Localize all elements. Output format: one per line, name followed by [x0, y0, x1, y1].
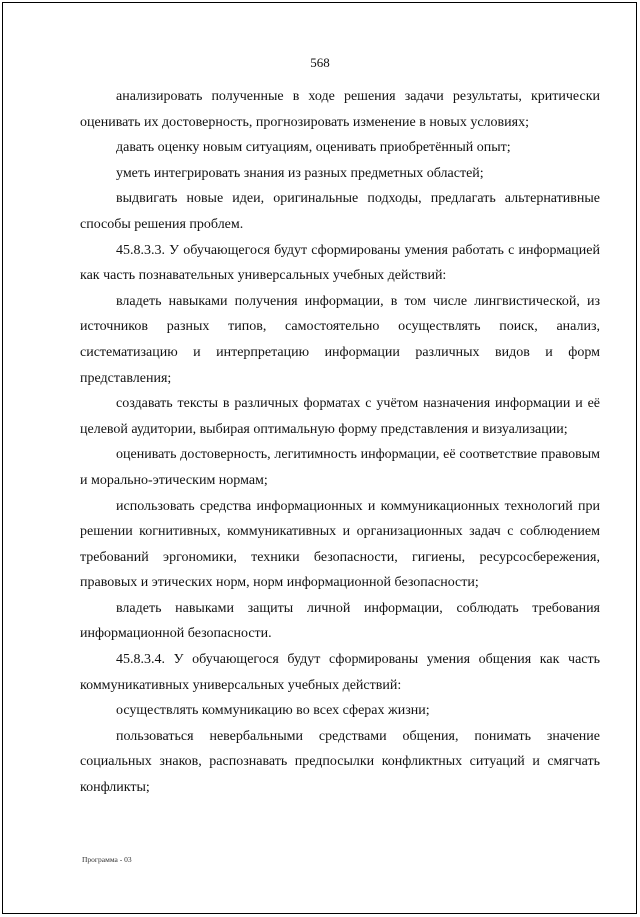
paragraph: владеть навыками защиты личной информации, соблюдать требования информационной безопасности. [80, 600, 600, 642]
paragraph: создавать тексты в различных форматах с учётом назначения информации и её целевой аудитории, выбирая оптимальную форму представления и визуализации; [80, 396, 600, 437]
paragraph: пользоваться невербальными средствами общения, понимать значение социальных знаков, распознавать предпосылки конфликтных ситуаций и смягчать конфликты; [80, 728, 600, 796]
footer-note: Программа - 03 [82, 855, 132, 864]
section-heading-paragraph: 45.8.3.4. У обучающегося будут сформированы умения общения как часть коммуникативных универсальных учебных действий: [80, 652, 600, 693]
paragraph: выдвигать новые идеи, оригинальные подходы, предлагать альтернативные способы решения проблем. [80, 191, 600, 232]
paragraph: использовать средства информационных и коммуникационных технологий при решении когнитивных, коммуникативных и организационных задач с соблюдением требований эргономики, техники безопасности, гигиены, ресурсосбережения, правовых и этических норм, норм информационной безопасности; [80, 498, 600, 591]
document-body [80, 84, 600, 801]
paragraph: давать оценку новым ситуациям, оценивать приобретённый опыт; [116, 140, 511, 156]
section-heading-paragraph: 45.8.3.3. У обучающегося будут сформированы умения работать с информацией как часть познавательных универсальных учебных действий: [80, 242, 600, 284]
paragraph: осуществлять коммуникацию во всех сферах жизни; [116, 703, 430, 719]
paragraph: владеть навыками получения информации, в том числе лингвистической, из источников разных типов, самостоятельно осуществлять поиск, анализ, систематизацию и интерпретацию информации различных видов и форм представления; [80, 293, 600, 386]
paragraph: анализировать полученные в ходе решения задачи результаты, критически оценивать их достоверность, прогнозировать изменение в новых условиях; [80, 89, 600, 130]
paragraph: уметь интегрировать знания из разных предметных областей; [116, 165, 484, 181]
page-number: 568 [310, 55, 330, 70]
paragraph: оценивать достоверность, легитимность информации, её соответствие правовым и морально-этическим нормам; [80, 447, 600, 488]
